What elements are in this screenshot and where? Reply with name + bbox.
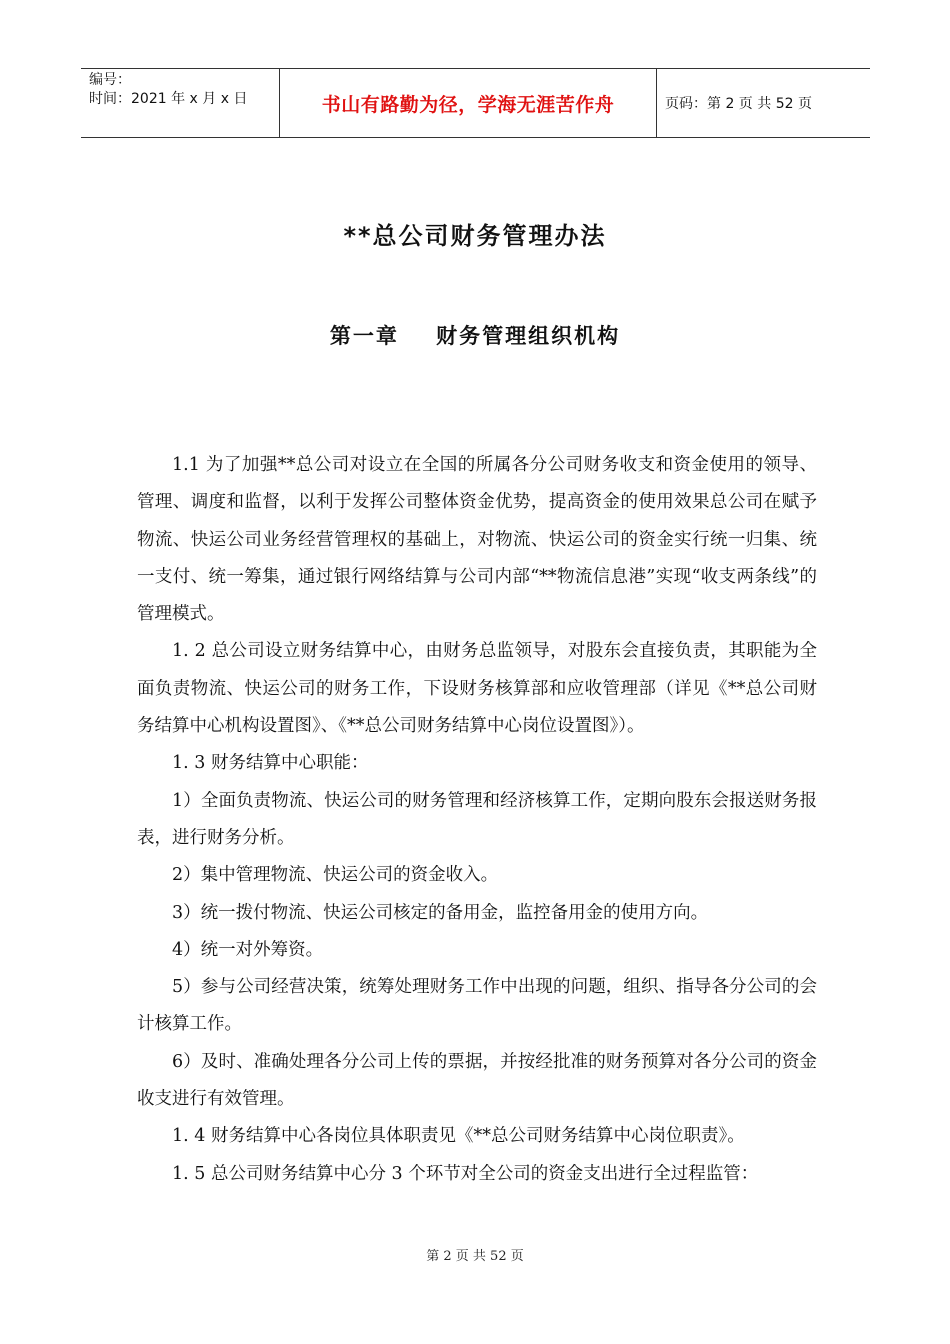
paragraph: 6）及时、准确处理各分公司上传的票据，并按经批准的财务预算对各分公司的资金收支进行有效管理。 xyxy=(137,1051,817,1110)
paragraph: 1. 4 财务结算中心各岗位具体职责见《**总公司财务结算中心岗位职责》。 xyxy=(172,1126,745,1147)
paragraph: 1. 2 总公司设立财务结算中心，由财务总监领导，对股东会直接负责，其职能为全面负责物流、快运公司的财务工作，下设财务核算部和应收管理部（详见《**总公司财务结算中心机构设置图》、《**总公司财务结算中心岗位设置图》）。 xyxy=(137,641,817,737)
header-motto: 书山有路勤为径，学海无涯苦作舟 xyxy=(280,69,657,137)
paragraph: 4）统一对外筹资。 xyxy=(172,939,324,960)
paragraph: 5）参与公司经营决策，统筹处理财务工作中出现的问题，组织、指导各分公司的会计核算工作。 xyxy=(137,977,817,1035)
document-header xyxy=(81,68,870,138)
paragraph: 2）集中管理物流、快运公司的资金收入。 xyxy=(172,865,499,886)
document-body xyxy=(137,447,817,1193)
header-meta xyxy=(81,69,280,137)
number-label: 编号： xyxy=(89,72,131,88)
chapter-title: 第一章 财务管理组织机构 xyxy=(329,324,621,348)
paragraph: 1. 5 总公司财务结算中心分 3 个环节对全公司的资金支出进行全过程监管： xyxy=(172,1163,759,1184)
document-title: **总公司财务管理办法 xyxy=(343,222,607,250)
paragraph: 1.1 为了加强**总公司对设立在全国的所属各分公司财务收支和资金使用的领导、管理、调度和监督，以利于发挥公司整体资金优势，提高资金的使用效果总公司在赋予物流、快运公司业务经营管理权的基础上，对物流、快运公司的资金实行统一归集、统一支付、统一筹集，通过银行网络结算与公司内部“**物流信息港”实现“收支两条线”的管理模式。 xyxy=(137,455,817,625)
paragraph: 1. 3 财务结算中心职能： xyxy=(172,753,369,774)
time-label: 时间：2021 年 x 月 x 日 xyxy=(89,91,248,107)
header-page-code: 页码：第 2 页 共 52 页 xyxy=(665,96,812,112)
page-footer: 第 2 页 共 52 页 xyxy=(426,1249,524,1264)
paragraph: 1）全面负责物流、快运公司的财务管理和经济核算工作，定期向股东会报送财务报表，进行财务分析。 xyxy=(137,790,817,848)
paragraph: 3）统一拨付物流、快运公司核定的备用金，监控备用金的使用方向。 xyxy=(172,902,709,923)
